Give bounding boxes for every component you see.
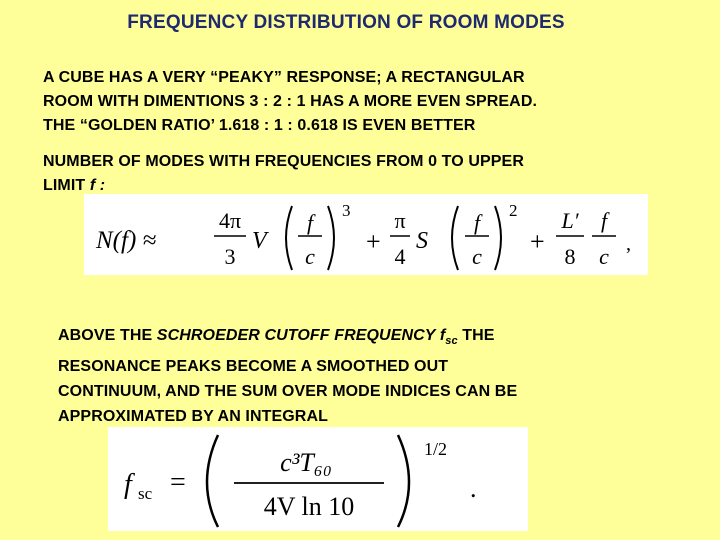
schroeder-line-1a: ABOVE THE: [58, 327, 157, 344]
mode-count-formula-svg: [84, 194, 648, 275]
term3-f: f: [600, 208, 608, 233]
intro-line-1: A CUBE HAS A VERY “PEAKY” RESPONSE; A RECTANGULAR: [43, 69, 525, 86]
intro-line-2: ROOM WITH DIMENTIONS 3 : 2 : 1 HAS A MORE EVEN SPREAD.: [43, 93, 538, 110]
term1-c: c: [305, 244, 315, 269]
term1-denominator: 3: [224, 244, 236, 269]
schroeder-line-1-sub: sc: [445, 335, 458, 348]
modes-line-1: NUMBER OF MODES WITH FREQUENCIES FROM 0 TO UPPER: [43, 153, 524, 170]
schroeder-line-1: [58, 323, 678, 354]
term2-right-paren: [495, 206, 501, 270]
term1-right-paren: [328, 206, 334, 270]
schroeder-paragraph: [58, 323, 678, 429]
term2-f: f: [473, 210, 481, 235]
term1-numerator: 4π: [218, 208, 242, 233]
formula2-period: .: [470, 474, 477, 503]
fsc-subscript: sc: [138, 484, 153, 503]
term1-left-paren: [286, 206, 292, 270]
term3-numerator: L′: [561, 208, 579, 233]
schroeder-formula-svg: [108, 427, 528, 531]
term1-variable: V: [252, 228, 267, 254]
schroeder-formula: [108, 427, 528, 531]
term2-variable: S: [416, 228, 428, 254]
schroeder-line-3: CONTINUUM, AND THE SUM OVER MODE INDICES CAN BE: [58, 383, 518, 401]
term1-exponent: 3: [342, 201, 351, 220]
term2-exponent: 2: [509, 201, 518, 220]
term2-denominator: 4: [394, 244, 406, 269]
plus-1: +: [366, 227, 381, 256]
formula2-exponent: 1/2: [424, 439, 448, 459]
intro-line-3: THE “GOLDEN RATIO’ 1.618 : 1 : 0.618 IS EVEN BETTER: [43, 117, 476, 134]
modes-paragraph: [43, 150, 713, 198]
formula2-denominator: 4V ln 10: [263, 492, 355, 521]
schroeder-line-1c: THE: [457, 327, 495, 344]
term2-numerator: π: [394, 208, 406, 233]
term3-denominator: 8: [564, 244, 576, 269]
intro-paragraph: [43, 66, 713, 138]
term3-c: c: [599, 244, 609, 269]
term2-left-paren: [452, 206, 458, 270]
plus-2: +: [530, 227, 545, 256]
lhs-text: N(f) ≈: [96, 227, 157, 254]
mode-count-formula: [84, 194, 648, 275]
term1-f: f: [306, 210, 314, 235]
equals-sign: =: [170, 467, 186, 498]
formula2-left-paren: [207, 435, 218, 527]
term2-c: c: [472, 244, 482, 269]
fsc-f: f: [124, 469, 132, 500]
trailing-comma: ,: [626, 233, 631, 255]
slide-title: FREQUENCY DISTRIBUTION OF ROOM MODES: [127, 12, 565, 33]
formula2-right-paren: [398, 435, 409, 527]
modes-line-2-var: f :: [89, 177, 106, 194]
modes-line-2-prefix: LIMIT: [43, 177, 90, 194]
schroeder-line-1b: SCHROEDER CUTOFF FREQUENCY f: [156, 327, 446, 344]
schroeder-line-2: RESONANCE PEAKS BECOME A SMOOTHED OUT: [58, 358, 449, 376]
schroeder-line-4: APPROXIMATED BY AN INTEGRAL: [58, 408, 328, 426]
formula2-numerator: c³T₆₀: [280, 448, 332, 477]
